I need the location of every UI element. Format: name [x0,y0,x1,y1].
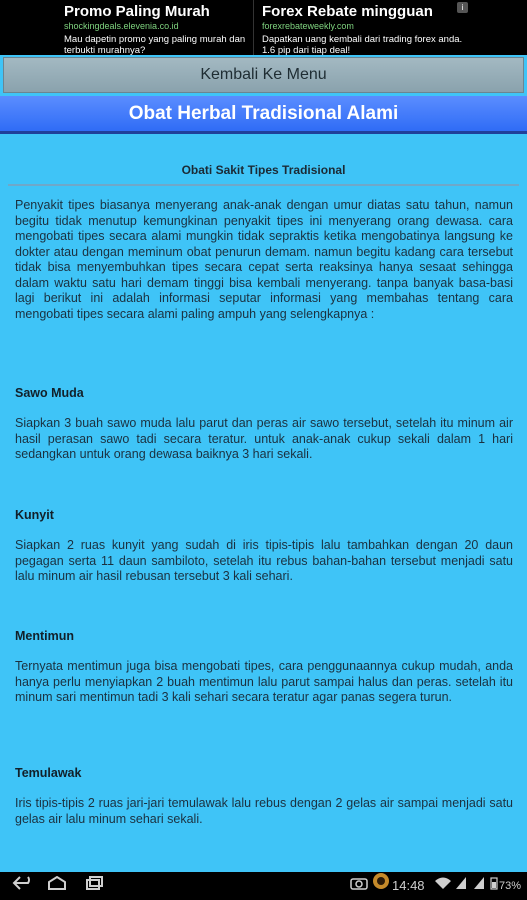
status-time: 14:48 [392,878,425,893]
wifi-icon [432,872,454,900]
battery-level: 73% [499,880,522,892]
article-subtitle: Obati Sakit Tipes Tradisional [181,163,346,177]
section-text: Iris tipis-tipis 2 ruas jari-jari temulawak lalu rebus dengan 2 gelas air sampai menjadi satu gelas air lalu minum sehari sekali. [15,796,513,826]
section-text: Siapkan 2 ruas kunyit yang sudah di iris tipis-tipis lalu tambahkan dengan 20 daun pegagan serta 11 daun sambiloto, setelah itu rebus bahan-bahan tersebut menjadi satu lalu minum air hasil rebusan tersebut 3 kali sehari. [15,538,513,583]
ad-banner[interactable] [0,0,527,55]
app-notification-icon [370,872,392,900]
ad-right-desc: Dapatkan uang kembali dari trading forex anda. 1.6 pip dari tiap deal! [262,34,463,56]
back-to-menu-button[interactable]: Kembali Ke Menu [3,57,524,93]
signal-icon [454,872,468,900]
screenshot-icon [348,872,370,900]
section-title: Mentimun [15,629,75,643]
signal-icon [472,872,486,900]
ad-right-title: Forex Rebate mingguan [262,3,433,20]
ad-right-url: forexrebateweekly.com [262,21,354,31]
article-content[interactable] [0,134,527,872]
recent-apps-icon[interactable] [80,872,110,900]
ad-left-desc: Mau dapetin promo yang paling murah dan terbukti murahnya? [64,34,246,56]
system-navbar [0,872,527,900]
back-arrow-icon[interactable] [8,872,38,900]
section-title: Sawo Muda [15,386,84,400]
section-text: Ternyata mentimun juga bisa mengobati tipes, cara penggunaannya cukup mudah, anda hanya perlu menyiapkan 2 buah mentimun lalu parut sampai halus dan peras. setelah itu minum sari mentimun tadi 3 kali sehari secara teratur agar panas segera turun. [15,659,513,704]
page-title: Obat Herbal Tradisional Alami [0,96,527,134]
info-icon[interactable]: i [457,2,468,13]
section-title: Kunyit [15,508,54,522]
section-title: Temulawak [15,766,82,780]
section-text: Siapkan 3 buah sawo muda lalu parut dan peras air sawo tersebut, setelah itu minum air hasil perasan sawo tadi secara teratur. untuk anak-anak cukup sekali dalam 1 hari sedangkan untuk orang dewasa baiknya 3 hari sekali. [15,416,513,461]
ad-left[interactable] [58,0,254,55]
ad-left-url: shockingdeals.elevenia.co.id [64,21,179,31]
article-intro: Penyakit tipes biasanya menyerang anak-anak dengan umur diatas satu tahun, namun begitu tidak menutup kemungkinan penyakit tipes ini menyerang orang dewasa. cara mengobati tipes secara alami mungkin tidak sepraktis ketika mengobatinya langsung ke dokter atau dengan meminum obat penurun demam. namun begitu kadang cara tersebut tidak bisa menyembuhkan tipes secara cepat serta reaksinya hanya sesaat sehingga dalam waktu satu hari demam tinggi bisa kembali menyerang. tanpa banyak basa-basi lagi berikut ini adalah informasi seputar informasi yang membahas tentang cara mengobati tipes secara alami paling ampuh yang selengkapnya : [15,198,513,321]
home-icon[interactable] [42,872,72,900]
divider [8,184,519,186]
ad-right[interactable] [256,0,470,55]
ad-left-title: Promo Paling Murah [64,3,210,20]
